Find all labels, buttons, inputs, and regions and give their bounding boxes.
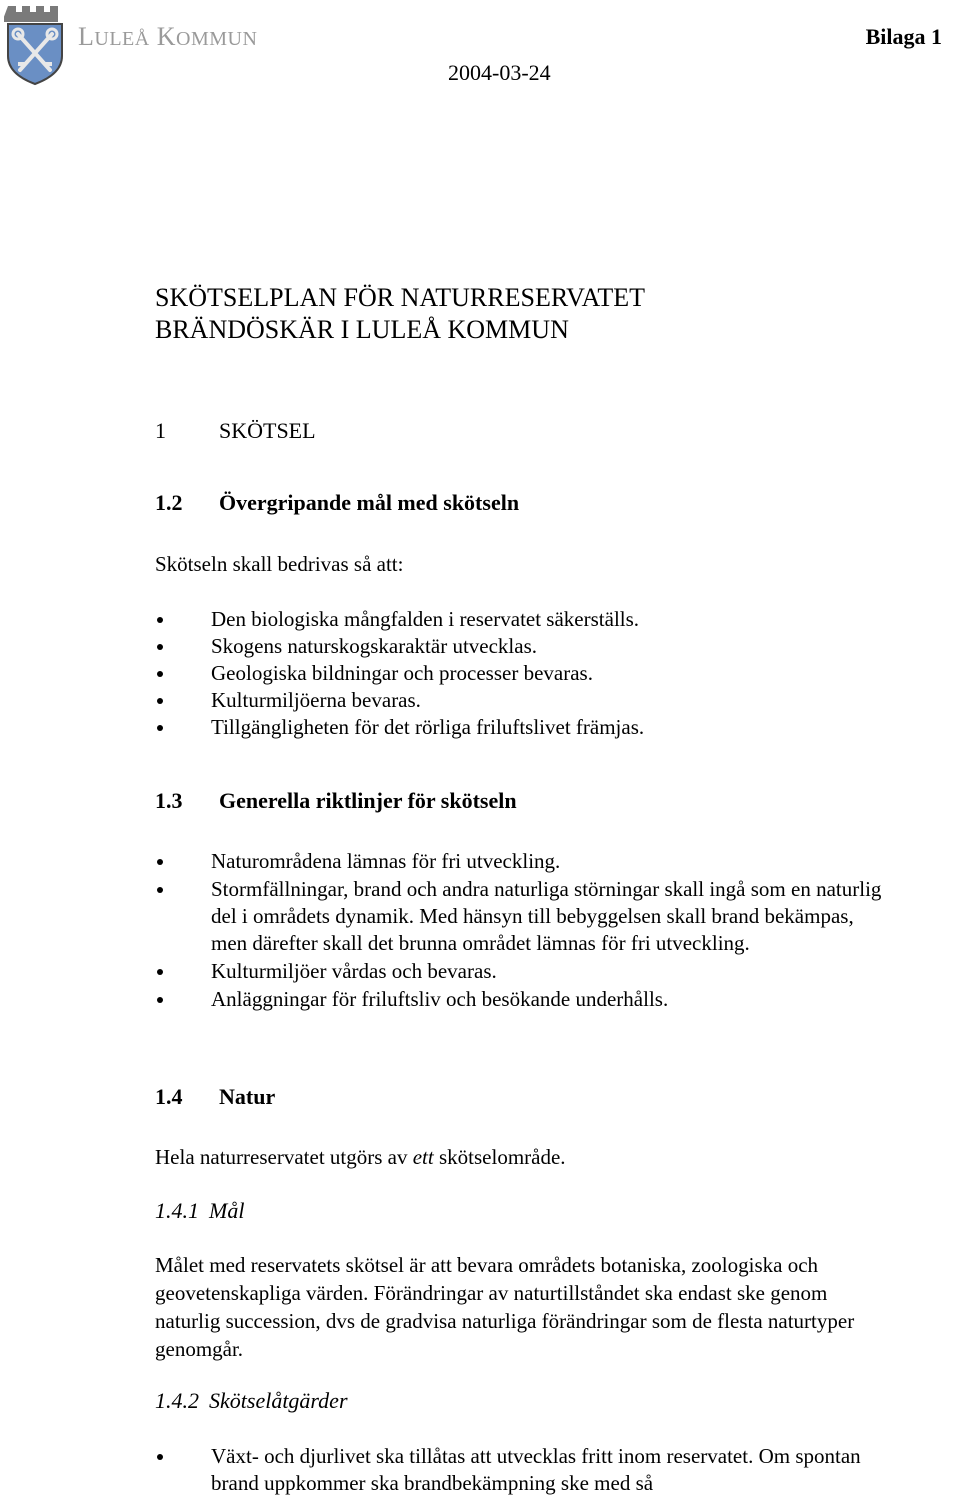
section-1-4-2-list (155, 1443, 895, 1498)
section-1-4-text: Hela naturreservatet utgörs av ett skötselområde. (155, 1145, 566, 1169)
section-1-2-intro: Skötseln skall bedrivas så att: (155, 552, 404, 576)
title-line-1: SKÖTSELPLAN FÖR NATURRESERVATET (155, 283, 646, 312)
list-item: Kulturmiljöerna bevaras. (155, 687, 895, 714)
document-date: 2004-03-24 (448, 60, 551, 85)
list-item: Kulturmiljöer vårdas och bevaras. (155, 958, 895, 985)
list-item: Växt- och djurlivet ska tillåtas att utvecklas fritt inom reservatet. Om spontan brand uppkommer ska brandbekämpning ske med så (155, 1443, 895, 1497)
document-title (155, 282, 645, 346)
title-line-2: BRÄNDÖSKÄR I LULEÅ KOMMUN (155, 315, 569, 344)
section-1-3-heading: 1.3 Generella riktlinjer för skötseln (155, 788, 517, 813)
annex-label: Bilaga 1 (865, 24, 942, 49)
section-1-4-1-text: Målet med reservatets skötsel är att bevara områdets botaniska, zoologiska och geovetenskapliga värden. Förändringar av naturtillståndet ska endast ske genom naturlig succession, dvs de gradvisa naturliga förändringar som de flesta naturtyper genomgår. (155, 1253, 855, 1361)
list-item: Naturområdena lämnas för fri utveckling. (155, 848, 895, 875)
section-1-4-1-heading: 1.4.1 Mål (155, 1198, 245, 1223)
list-item: Stormfällningar, brand och andra naturliga störningar skall ingå som en naturlig del i områdets dynamik. Med hänsyn till bebyggelsen skall brand bekämpas, men därefter skall det brunna området lämnas för fri utveckling. (155, 876, 895, 957)
list-item: Den biologiska mångfalden i reservatet säkerställs. (155, 606, 895, 633)
section-1-3-list (155, 848, 895, 1014)
section-1-2-list (155, 606, 895, 741)
organization-name: LULEÅ KOMMUN (78, 22, 258, 51)
coat-of-arms-icon (4, 2, 66, 86)
section-1-2-heading: 1.2 Övergripande mål med skötseln (155, 490, 520, 515)
list-item: Geologiska bildningar och processer bevaras. (155, 660, 895, 687)
list-item: Anläggningar för friluftsliv och besökande underhålls. (155, 986, 895, 1013)
list-item: Tillgängligheten för det rörliga friluftslivet främjas. (155, 714, 895, 741)
section-1-4-heading: 1.4 Natur (155, 1084, 276, 1109)
section-1-4-2-heading: 1.4.2 Skötselåtgärder (155, 1388, 348, 1413)
section-1-heading: 1 SKÖTSEL (155, 418, 316, 443)
list-item: Skogens naturskogskaraktär utvecklas. (155, 633, 895, 660)
